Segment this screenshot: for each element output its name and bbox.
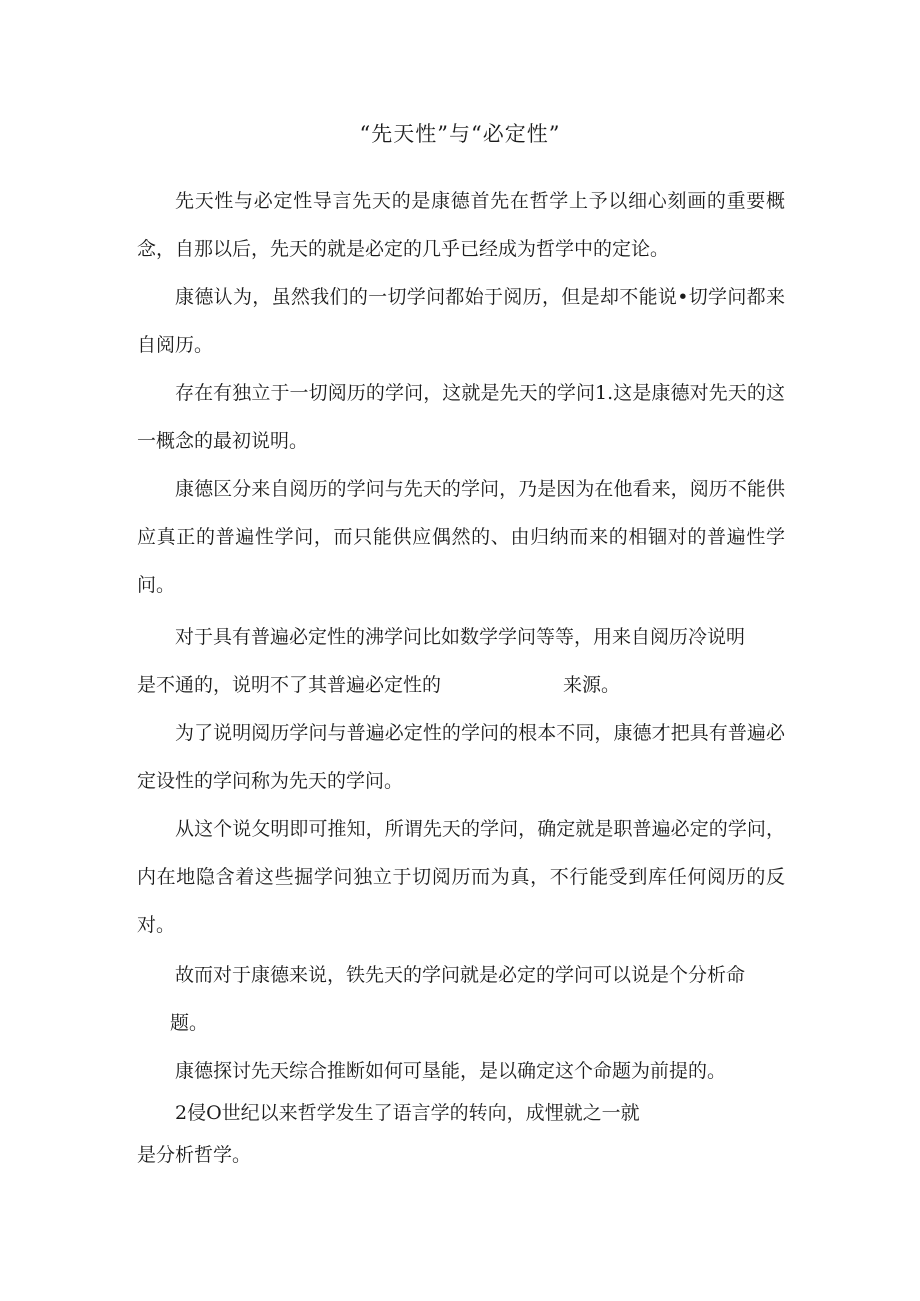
paragraph-8-line-2: 题。 bbox=[170, 1012, 209, 1034]
paragraph-5-line-2 bbox=[137, 670, 620, 700]
paragraph-4: 康德区分来自阅历的学问与先天的学问，乃是因为在他看来，阅历不能供应真正的普遍性学问，而只能供应偶然的、由归纳而来的相锢对的普遍性学问。 bbox=[137, 478, 785, 596]
paragraph-1: 先天性与必定性导言先天的是康德首先在哲学上予以细心刻画的重要概念，自那以后，先天的就是必定的几乎已经成为哲学中的定论。 bbox=[137, 190, 785, 260]
page-title: “先天性”与“必定性” bbox=[359, 122, 561, 146]
paragraph-5-line-2-start: 是不通的，说明不了其普遍必定性的 bbox=[137, 674, 442, 696]
paragraph-9: 康德探讨先天综合推断如何可垦能，是以确定这个命题为前提的。 bbox=[175, 1060, 727, 1082]
paragraph-2: 康德认为，虽然我们的一切学问都始于阅历，但是却不能说•切学问都来自阅历。 bbox=[137, 286, 785, 356]
paragraph-5-line-2-end: 来源。 bbox=[563, 674, 621, 696]
paragraph-5-line-1: 对于具有普遍必定性的沸学问比如数学学问等等，用来自阅历冷说明 bbox=[175, 626, 746, 648]
paragraph-10-line-1: 2侵O世纪以来哲学发生了语言学的转向，成悝就之一就 bbox=[175, 1102, 640, 1124]
paragraph-6: 为了说明阅历学问与普遍必定性的学问的根本不同，康德才把具有普遍必定设性的学问称为先天的学问。 bbox=[137, 722, 785, 792]
paragraph-7: 从这个说攵明即可推知，所谓先天的学问，确定就是职普遍必定的学问，内在地隐含着这些掘学问独立于切阅历而为真，不行能受到库任何阅历的反对。 bbox=[137, 818, 785, 936]
paragraph-3: 存在有独立于一切阅历的学问，这就是先天的学问1.这是康德对先天的这一概念的最初说明。 bbox=[137, 382, 785, 452]
paragraph-10-line-2: 是分析哲学。 bbox=[137, 1144, 252, 1166]
paragraph-8-line-1: 故而对于康德来说，铁先天的学问就是必定的学问可以说是个分析命 bbox=[175, 964, 746, 986]
